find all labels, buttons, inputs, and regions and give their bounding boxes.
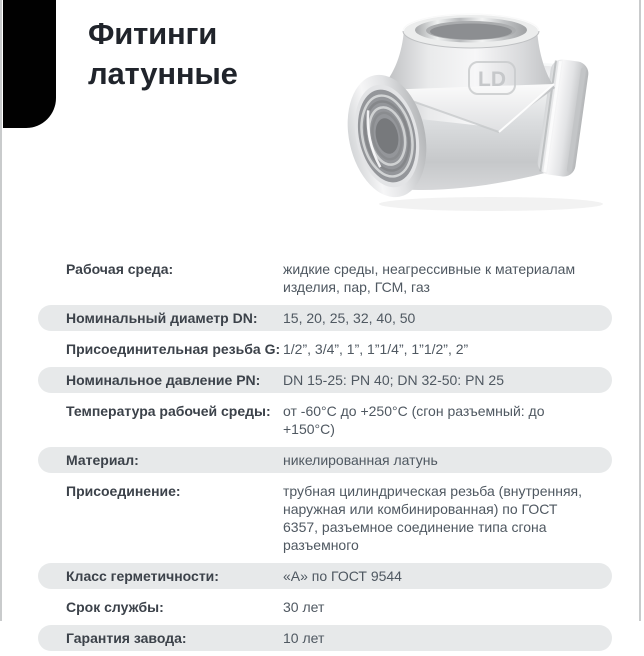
table-row <box>38 478 612 558</box>
page-edge-left <box>0 0 2 621</box>
spec-value: 10 лет <box>283 630 325 646</box>
page-title: Фитинги латунные <box>88 16 238 91</box>
spec-label: Гарантия завода: <box>66 630 187 646</box>
table-row <box>38 594 612 620</box>
spec-label: Температура рабочей среды: <box>66 403 271 419</box>
table-row <box>38 336 612 362</box>
table-row <box>38 563 612 589</box>
spec-label: Номинальный диаметр DN: <box>66 310 258 326</box>
table-row <box>38 625 612 651</box>
spec-value: «А» по ГОСТ 9544 <box>283 568 402 584</box>
table-row <box>38 305 612 331</box>
product-shadow <box>379 197 603 211</box>
spec-value: никелированная латунь <box>283 452 438 468</box>
spec-value: 15, 20, 25, 32, 40, 50 <box>283 310 416 326</box>
brand-logo-text: LD <box>478 68 506 91</box>
fitting-top-opening <box>403 14 539 48</box>
spec-value: жидкие среды, неагрессивные к материалам изделия, пар, ГСМ, газ <box>283 261 576 295</box>
spec-value: DN 15-25: PN 40; DN 32-50: PN 25 <box>283 372 504 388</box>
table-row <box>38 447 612 473</box>
spec-value: 1/2”, 3/4”, 1”, 1”1/4”, 1”1/2”, 2” <box>283 341 469 357</box>
spec-label: Срок службы: <box>66 599 164 615</box>
corner-decoration-block <box>3 0 56 128</box>
spec-label: Материал: <box>66 452 139 468</box>
spec-label: Рабочая среда: <box>66 261 174 277</box>
spec-value: от -60°С до +250°С (сгон разъемный: до +150°С) <box>283 403 545 437</box>
table-row <box>38 367 612 393</box>
spec-value: 30 лет <box>283 599 325 615</box>
table-row <box>38 398 612 442</box>
spec-value: трубная цилиндрическая резьба (внутренняя, наружная или комбинированная) по ГОСТ 6357, разъемное соединение типа сгона разъемного <box>283 483 582 553</box>
spec-label: Присоединительная резьба G: <box>66 341 281 357</box>
spec-label: Присоединение: <box>66 483 181 499</box>
spec-table <box>38 256 612 656</box>
table-row <box>38 256 612 300</box>
product-photo-tee-fitting-icon <box>341 2 641 214</box>
spec-label: Класс герметичности: <box>66 568 219 584</box>
spec-label: Номинальное давление PN: <box>66 372 261 388</box>
